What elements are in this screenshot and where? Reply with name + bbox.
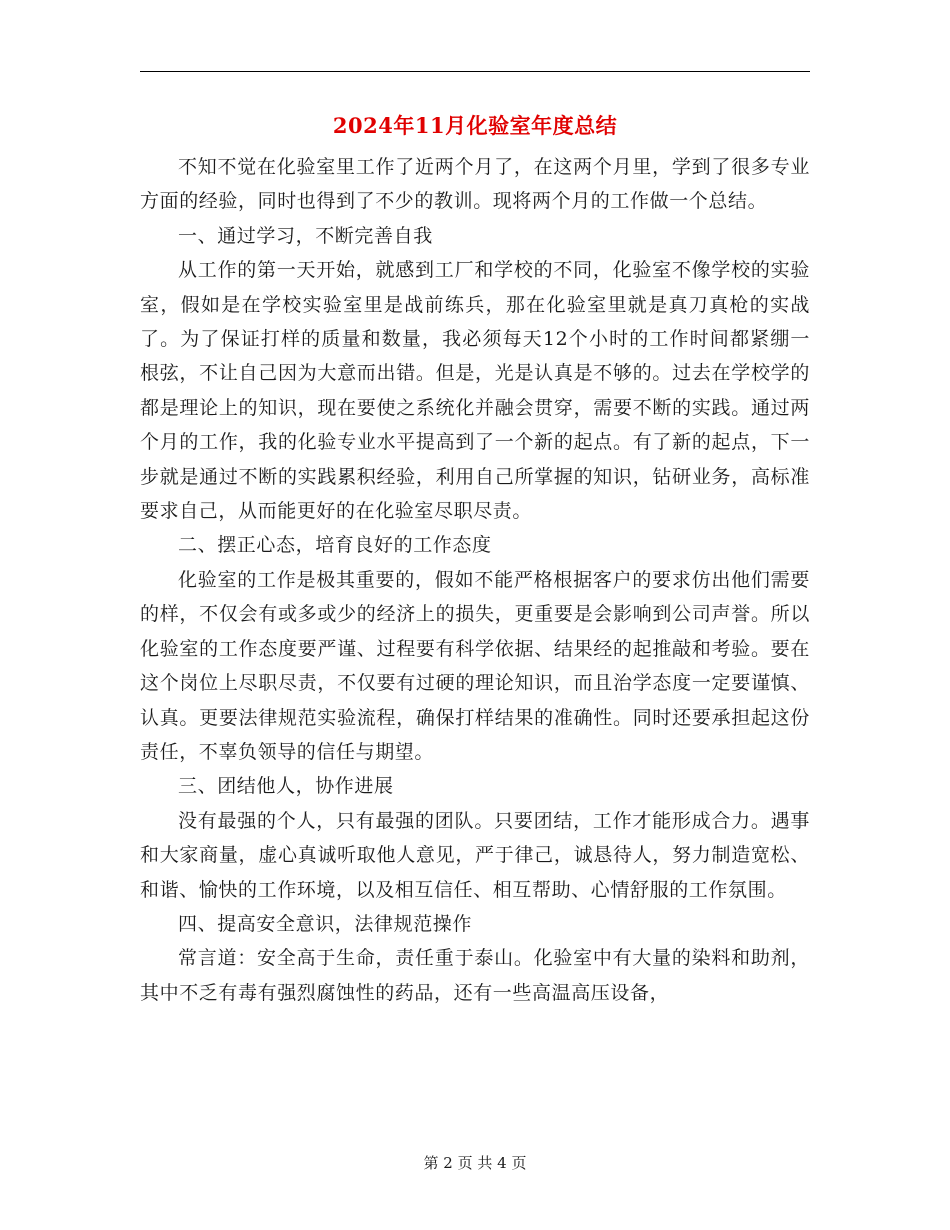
section-paragraph-1: 从工作的第一天开始，就感到工厂和学校的不同，化验室不像学校的实验室，假如是在学校实验室里是战前练兵，那在化验室里就是真刀真枪的实战了。为了保证打样的质量和数量，我必须每天12个小时的工作时间都紧绷一根弦，不让自己因为大意而出错。但是，光是认真是不够的。过去在学校学的都是理论上的知识，现在要使之系统化并融会贯穿，需要不断的实践。通过两个月的工作，我的化验专业水平提高到了一个新的起点。有了新的起点，下一步就是通过不断的实践累积经验，利用自己所掌握的知识，钻研业务，高标准要求自己，从而能更好的在化验室尽职尽责。	[140, 259, 810, 523]
document-title: 2024年11月化验室年度总结	[332, 113, 618, 138]
section-paragraph-3: 没有最强的个人，只有最强的团队。只要团结，工作才能形成合力。遇事和大家商量，虚心真诚听取他人意见，严于律己，诚恳待人，努力制造宽松、和谐、愉快的工作环境，以及相互信任、相互帮助、心情舒服的工作氛围。	[140, 809, 810, 901]
section-heading-4: 四、提高安全意识，法律规范操作	[178, 912, 473, 935]
section-paragraph-2: 化验室的工作是极其重要的，假如不能严格根据客户的要求仿出他们需要的样，不仅会有或多或少的经济上的损失，更重要是会影响到公司声誉。所以化验室的工作态度要严谨、过程要有科学依据、结果经的起推敲和考验。要在这个岗位上尽职尽责，不仅要有过硬的理论知识，而且治学态度一定要谨慎、认真。更要法律规范实验流程，确保打样结果的准确性。同时还要承担起这份责任，不辜负领导的信任与期望。	[140, 568, 810, 763]
section-heading-2: 二、摆正心态，培育良好的工作态度	[178, 534, 492, 557]
page-number-footer: 第 2 页 共 4 页	[423, 1154, 527, 1172]
section-heading-3: 三、团结他人，协作进展	[178, 775, 394, 798]
section-heading-1: 一、通过学习，不断完善自我	[178, 224, 433, 247]
section-paragraph-4: 常言道：安全高于生命，责任重于泰山。化验室中有大量的染料和助剂，其中不乏有毒有强烈腐蚀性的药品，还有一些高温高压设备，	[140, 947, 810, 1004]
document-body	[140, 150, 810, 1010]
header-rule	[140, 71, 810, 72]
intro-paragraph: 不知不觉在化验室里工作了近两个月了，在这两个月里，学到了很多专业方面的经验，同时也得到了不少的教训。现将两个月的工作做一个总结。	[140, 156, 810, 213]
